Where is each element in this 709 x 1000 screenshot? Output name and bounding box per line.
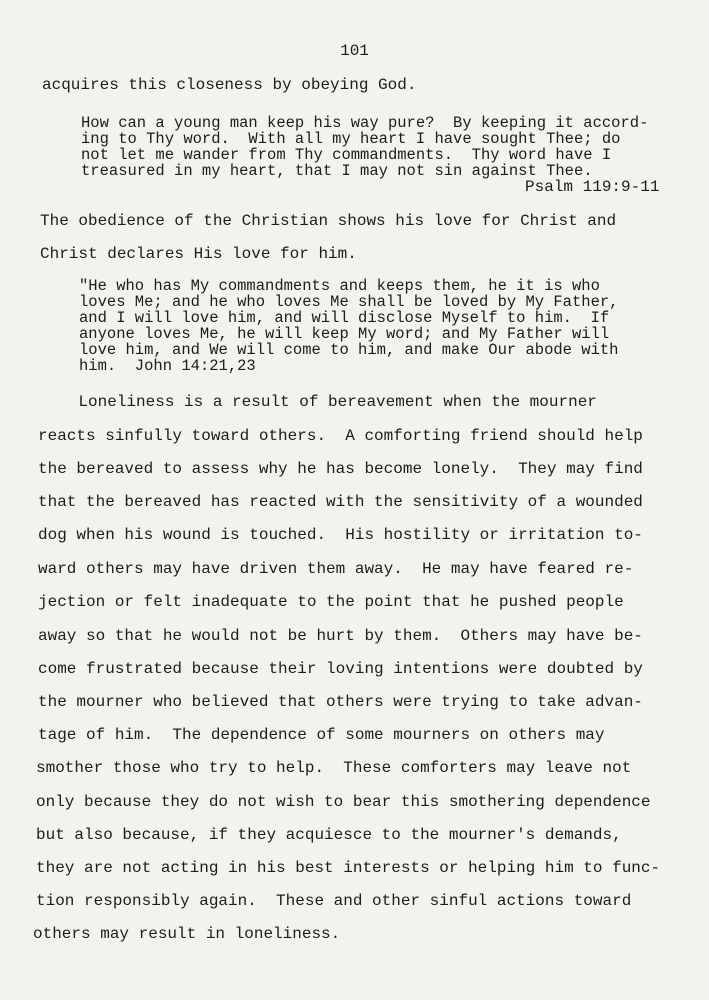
body-line: The obedience of the Christian shows his love for Christ and [40, 212, 617, 230]
body-line: smother those who try to help. These comforters may leave not [36, 759, 632, 777]
body-line: Loneliness is a result of bereavement when the mourner [40, 393, 597, 411]
body-line: tage of him. The dependence of some mourners on others may [38, 726, 605, 744]
body-line: others may result in loneliness. [33, 925, 341, 943]
page-number: 101 [340, 42, 369, 60]
quote-line: ing to Thy word. With all my heart I have sought Thee; do [81, 130, 621, 148]
quote-line: How can a young man keep his way pure? By keeping it accord- [81, 114, 649, 132]
quote-line: and I will love him, and will disclose Myself to him. If [79, 309, 610, 327]
quote-line: not let me wander from Thy commandments. Thy word have I [81, 146, 612, 164]
quote-line: anyone loves Me, he will keep My word; and My Father will [79, 325, 610, 343]
body-line: the bereaved to assess why he has become lonely. They may find [38, 460, 643, 478]
opening-line: acquires this closeness by obeying God. [42, 76, 417, 94]
body-line: reacts sinfully toward others. A comforting friend should help [38, 427, 643, 445]
quote-line: love him, and We will come to him, and make Our abode with [79, 341, 619, 359]
body-line: they are not acting in his best interests or helping him to func- [36, 859, 661, 877]
quote-line: him. John 14:21,23 [79, 357, 256, 375]
body-line: ward others may have driven them away. He may have feared re- [38, 560, 634, 578]
body-line: only because they do not wish to bear this smothering dependence [36, 793, 651, 811]
body-line: tion responsibly again. These and other sinful actions toward [36, 892, 632, 910]
quote-line: loves Me; and he who loves Me shall be loved by My Father, [79, 293, 619, 311]
body-line: Christ declares His love for him. [40, 245, 357, 263]
body-line: dog when his wound is touched. His hostility or irritation to- [38, 526, 643, 544]
quote-line: "He who has My commandments and keeps them, he it is who [79, 277, 600, 295]
quote-line: treasured in my heart, that I may not sin against Thee. [81, 162, 593, 180]
body-line: away so that he would not be hurt by them. Others may have be- [38, 627, 643, 645]
quote-citation: Psalm 119:9-11 [525, 178, 660, 196]
body-line: come frustrated because their loving intentions were doubted by [38, 660, 643, 678]
body-line: that the bereaved has reacted with the sensitivity of a wounded [38, 493, 643, 511]
body-line: but also because, if they acquiesce to the mourner's demands, [36, 826, 622, 844]
body-line: the mourner who believed that others were trying to take advan- [38, 693, 643, 711]
body-line: jection or felt inadequate to the point that he pushed people [38, 593, 624, 611]
